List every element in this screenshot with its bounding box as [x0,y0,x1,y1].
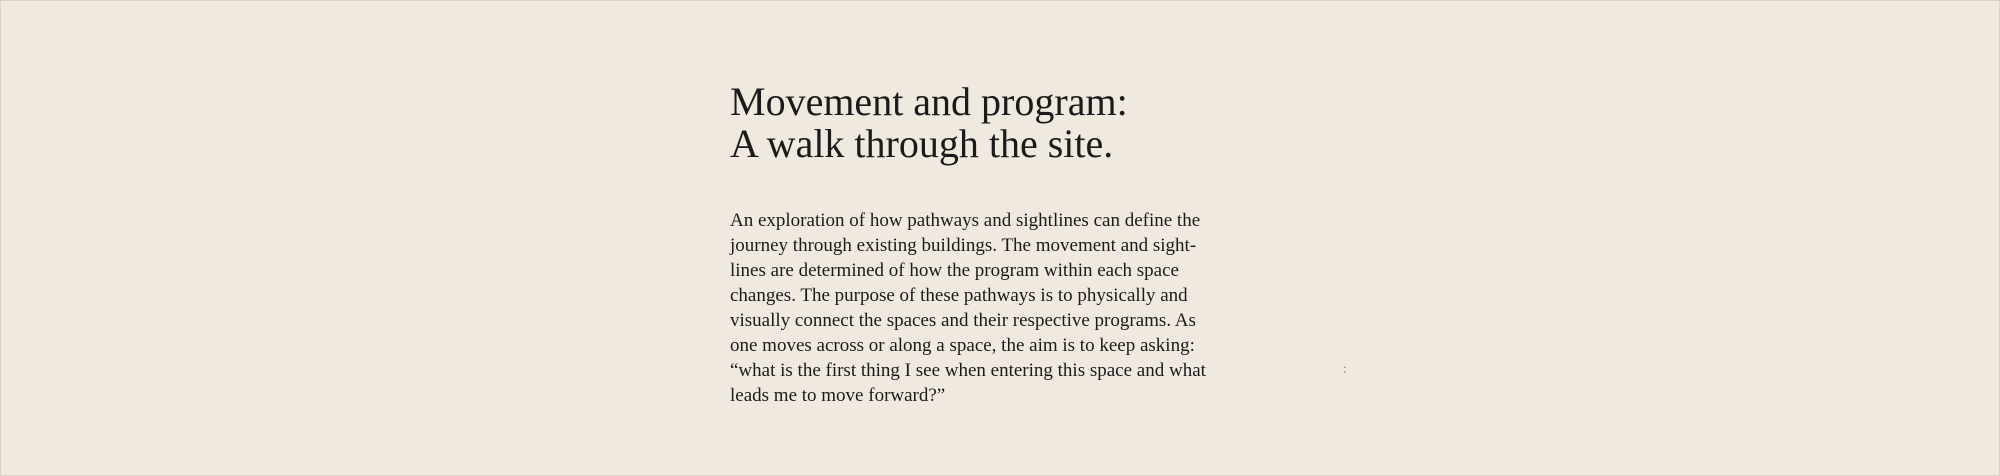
body-line: “what is the first thing I see when entering this space and what [730,360,1206,381]
stray-mark: : [1343,362,1347,377]
body-paragraph [730,208,1206,408]
page-title [730,81,1128,165]
title-line-1: Movement and program: [730,79,1128,124]
body-line: one moves across or along a space, the aim is to keep asking: [730,335,1195,356]
title-line-2: A walk through the site. [730,121,1114,166]
body-line: journey through existing buildings. The movement and sight- [730,235,1197,256]
body-line: lines are determined of how the program within each space [730,260,1179,281]
body-line: changes. The purpose of these pathways is to physically and [730,285,1188,306]
body-line: visually connect the spaces and their respective programs. As [730,310,1196,331]
body-line: An exploration of how pathways and sightlines can define the [730,210,1201,231]
body-line: leads me to move forward?” [730,385,946,406]
